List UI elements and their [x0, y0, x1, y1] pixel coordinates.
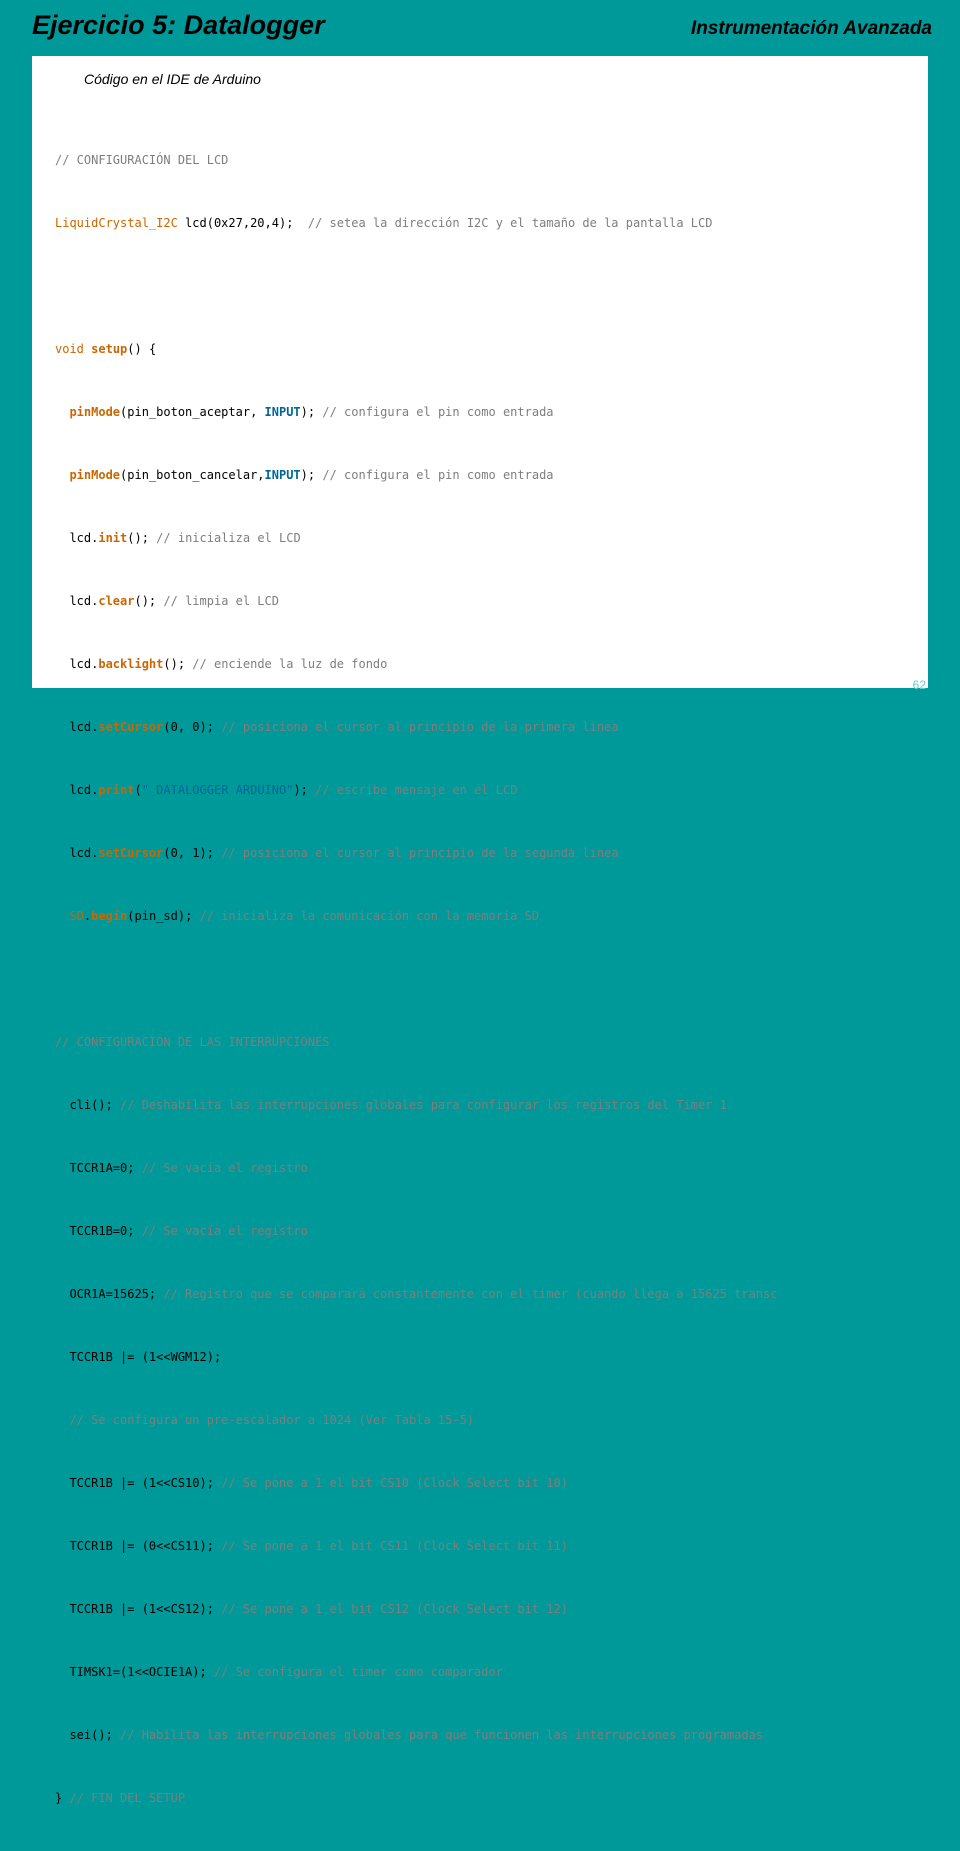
- code-text: ();: [134, 594, 164, 608]
- code-line: [55, 465, 928, 486]
- code-comment: // Se vacía el registro: [141, 1161, 308, 1175]
- code-comment: // inicializa la comunicación con la memoria SD: [199, 909, 540, 923]
- code-text: () {: [127, 342, 157, 356]
- slide-title: Ejercicio 5: Datalogger: [32, 10, 325, 40]
- code-comment: // configura el pin como entrada: [322, 468, 554, 482]
- code-function: pinMode: [69, 405, 121, 419]
- code-comment: // Se pone a 1 el bit CS10 (Clock Select bit 10): [221, 1476, 568, 1490]
- code-text: TCCR1B |= (1<<CS10);: [69, 1476, 222, 1490]
- code-line-blank: [55, 969, 928, 990]
- code-line: [55, 717, 928, 738]
- code-comment: // Deshabilita las interrupciones globales para configurar los registros del Timer 1: [120, 1098, 727, 1112]
- code-text: OCR1A=15625;: [69, 1287, 164, 1301]
- code-type: LiquidCrystal_I2C: [55, 216, 178, 230]
- page-number: 62: [912, 678, 926, 692]
- code-function: backlight: [98, 657, 164, 671]
- code-function: pinMode: [69, 468, 121, 482]
- code-comment: // enciende la luz de fondo: [192, 657, 388, 671]
- code-keyword: INPUT: [264, 468, 301, 482]
- code-text: (pin_sd);: [127, 909, 200, 923]
- code-line: [55, 402, 928, 423]
- code-line: [55, 1662, 928, 1683]
- code-panel: [32, 56, 928, 1805]
- code-text: (pin_boton_aceptar,: [120, 405, 265, 419]
- code-comment: // setea la dirección I2C y el tamaño de la pantalla LCD: [307, 216, 713, 230]
- code-comment: // Se configura el timer como comparador: [213, 1665, 503, 1679]
- code-text: sei();: [69, 1728, 121, 1742]
- code-keyword: SD: [69, 909, 84, 923]
- code-comment: // Se pone a 1 el bit CS11 (Clock Select bit 11): [221, 1539, 568, 1553]
- code-text: lcd.: [69, 846, 99, 860]
- code-comment: // FIN DEL SETUP: [69, 1791, 186, 1805]
- code-text: );: [300, 468, 323, 482]
- code-text: (pin_boton_cancelar,: [120, 468, 265, 482]
- code-text: lcd.: [69, 783, 99, 797]
- code-text: ();: [163, 657, 193, 671]
- code-text: TCCR1B=0;: [69, 1224, 142, 1238]
- code-text: );: [300, 405, 323, 419]
- code-text: .: [83, 909, 92, 923]
- code-comment: // Registro que se comparará constantemente con el timer (cuando llega a 15625 transc: [163, 1287, 778, 1301]
- code-text: TCCR1A=0;: [69, 1161, 142, 1175]
- code-line: [55, 1536, 928, 1557]
- code-line: [55, 1221, 928, 1242]
- code-text: TCCR1B |= (0<<CS11);: [69, 1539, 222, 1553]
- code-line: [55, 1473, 928, 1494]
- code-function: begin: [91, 909, 128, 923]
- code-line: [55, 150, 928, 171]
- code-string: " DATALOGGER ARDUINO": [141, 783, 294, 797]
- code-keyword: INPUT: [264, 405, 301, 419]
- code-text: lcd.: [69, 594, 99, 608]
- code-comment: // Habilita las interrupciones globales para que funcionen las interrupciones programadas: [120, 1728, 764, 1742]
- code-function: init: [98, 531, 128, 545]
- code-line: [55, 528, 928, 549]
- code-comment: // Se vacía el registro: [141, 1224, 308, 1238]
- code-text: ();: [127, 531, 157, 545]
- code-text: lcd.: [69, 657, 99, 671]
- code-line: [55, 843, 928, 864]
- code-comment: // CONFIGURACIÓN DE LAS INTERRUPCIONES: [55, 1035, 330, 1049]
- code-comment: // posiciona el cursor al principio de la segunda linea: [221, 846, 619, 860]
- code-block: [55, 108, 928, 1851]
- code-text: lcd(0x27,20,4);: [177, 216, 308, 230]
- code-comment: // Se pone a 1 el bit CS12 (Clock Select bit 12): [221, 1602, 568, 1616]
- code-function: clear: [98, 594, 135, 608]
- code-text: );: [293, 783, 316, 797]
- code-line: [55, 339, 928, 360]
- code-line: [55, 906, 928, 927]
- code-function: setup: [91, 342, 128, 356]
- code-text: (0, 0);: [163, 720, 222, 734]
- code-line: [55, 1095, 928, 1116]
- code-text: (0, 1);: [163, 846, 222, 860]
- code-line: [55, 213, 928, 234]
- code-function: print: [98, 783, 135, 797]
- code-line: [55, 780, 928, 801]
- code-text: lcd.: [69, 720, 99, 734]
- panel-subtitle: Código en el IDE de Arduino: [84, 71, 261, 87]
- code-comment: // Se configura un pre-escalador a 1024 (Ver Tabla 15-5): [69, 1413, 475, 1427]
- code-line: [55, 1032, 928, 1053]
- code-text: TIMSK1=(1<<OCIE1A);: [69, 1665, 214, 1679]
- code-line: [55, 1284, 928, 1305]
- code-comment: // CONFIGURACIÓN DEL LCD: [55, 153, 229, 167]
- code-comment: // configura el pin como entrada: [322, 405, 554, 419]
- course-name: Instrumentación Avanzada: [690, 18, 932, 39]
- code-text: (: [134, 783, 142, 797]
- code-line: [55, 1158, 928, 1179]
- code-line: [55, 1347, 928, 1368]
- code-text: }: [55, 1791, 70, 1805]
- code-comment: // limpia el LCD: [163, 594, 279, 608]
- code-function: setCursor: [98, 846, 164, 860]
- code-text: lcd.: [69, 531, 99, 545]
- code-type: void: [55, 342, 84, 356]
- code-text: TCCR1B |= (1<<WGM12);: [69, 1350, 222, 1364]
- code-text: TCCR1B |= (1<<CS12);: [69, 1602, 222, 1616]
- code-line: [55, 1599, 928, 1620]
- code-function: setCursor: [98, 720, 164, 734]
- code-line-blank: [55, 276, 928, 297]
- code-comment: // escribe mensaje en el LCD: [315, 783, 518, 797]
- code-line: [55, 591, 928, 612]
- code-text: cli();: [69, 1098, 121, 1112]
- code-line: [55, 1725, 928, 1746]
- code-line: [55, 654, 928, 675]
- code-comment: // inicializa el LCD: [156, 531, 301, 545]
- code-comment: // posiciona el cursor al principio de la primera linea: [221, 720, 619, 734]
- code-line: [55, 1788, 928, 1809]
- code-line: [55, 1410, 928, 1431]
